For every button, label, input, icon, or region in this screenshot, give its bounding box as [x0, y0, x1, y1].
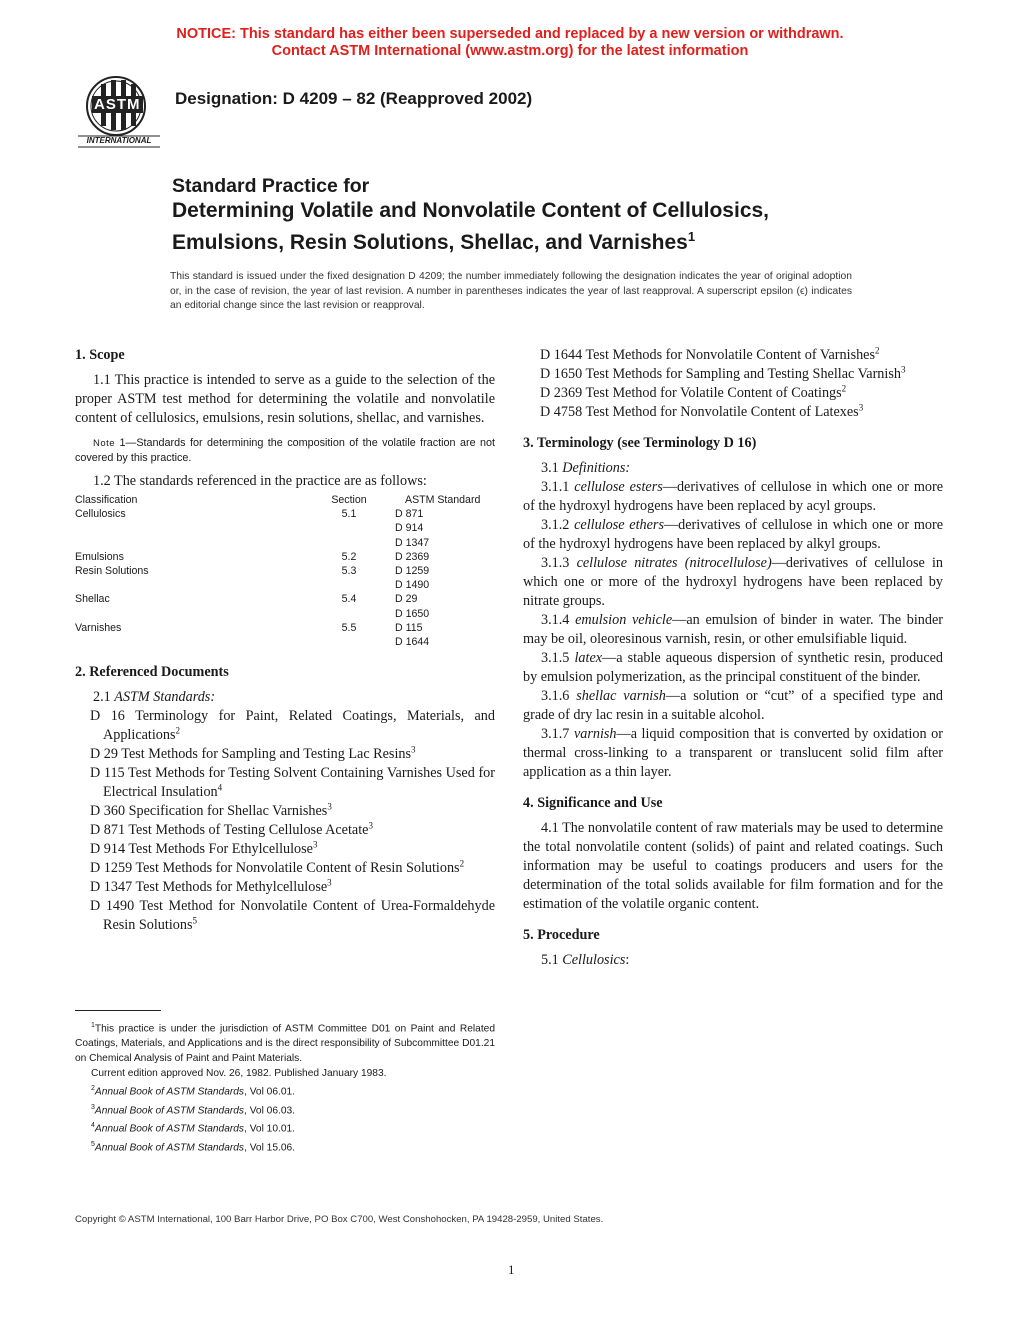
logo-subtext: INTERNATIONAL	[86, 136, 152, 145]
note-number: 1—	[115, 437, 137, 449]
ref-footnote: 4	[217, 782, 223, 793]
ref-text: D 360 Specification for Shellac Varnishes	[90, 803, 328, 820]
definition-number: 3.1.2	[541, 517, 575, 533]
definition-item	[523, 554, 943, 611]
footnote-item	[75, 1081, 495, 1099]
ref-text: D 29 Test Methods for Sampling and Testing Lac Resins	[90, 746, 412, 763]
scope-heading: 1. Scope	[75, 347, 125, 363]
definition-number: 3.1.7	[541, 726, 574, 742]
footnote-1	[75, 1018, 495, 1066]
footnote-1b: Current edition approved Nov. 26, 1982. Published January 1983.	[91, 1068, 387, 1080]
subsection-number: 3.1	[541, 460, 563, 476]
ref-text: D 1490 Test Method for Nonvolatile Content of Urea-Formaldehyde Resin Solutions	[90, 898, 495, 934]
withdrawal-notice	[0, 26, 1020, 60]
definition-number: 3.1.6	[541, 688, 577, 704]
list-item	[540, 346, 943, 365]
table-cell: Emulsions	[75, 550, 124, 563]
ref-text: D 4758 Test Method for Nonvolatile Content of Latexes	[540, 404, 859, 420]
footnote-item	[75, 1118, 495, 1136]
right-column	[523, 346, 943, 970]
ref-footnote: 3	[858, 402, 864, 413]
ref-footnote: 2	[841, 383, 847, 394]
table-header-row	[75, 493, 495, 507]
ref-text: D 914 Test Methods For Ethylcellulose	[90, 841, 313, 858]
significance-paragraph: 4.1 The nonvolatile content of raw materials may be used to determine the total nonvolatile content (solids) of paint and related coatings. Such information may be useful to coatings producers and users for the determination of the total solids available for film formation and for the estimation of the volatile organic content.	[523, 820, 943, 912]
subsection-title: Definitions:	[562, 460, 631, 476]
ref-footnote: 5	[192, 915, 197, 926]
definition-term: cellulose esters	[574, 479, 663, 495]
ref-text: D 1644 Test Methods for Nonvolatile Content of Varnishes	[540, 347, 876, 363]
footnote-marker: 2	[91, 1085, 95, 1093]
footnote-marker: 5	[91, 1140, 95, 1148]
astm-standards-subheading	[75, 688, 495, 707]
list-item	[90, 840, 495, 859]
table-cell: Shellac	[75, 593, 110, 606]
ref-text: D 1347 Test Methods for Methylcellulose	[90, 879, 328, 896]
table-row	[75, 635, 495, 649]
referenced-list-right	[540, 346, 943, 422]
list-item	[90, 859, 495, 878]
ref-text: D 871 Test Methods of Testing Cellulose Acetate	[90, 822, 369, 839]
notice-line-2: Contact ASTM International (www.astm.org) for the latest information	[271, 43, 749, 59]
table-cell	[303, 521, 395, 535]
table-cell: D 1650	[395, 607, 430, 620]
table-header: Section	[331, 494, 367, 506]
table-cell	[75, 578, 303, 592]
table-cell: 5.4	[341, 593, 357, 606]
copyright-line: Copyright © ASTM International, 100 Barr Harbor Drive, PO Box C700, West Conshohocken, PA 19428-2959, United States.	[75, 1214, 604, 1225]
table-row	[75, 521, 495, 535]
ref-text: D 1650 Test Methods for Sampling and Testing Shellac Varnish	[540, 366, 901, 382]
list-item	[90, 707, 495, 745]
table-cell: Resin Solutions	[75, 565, 149, 578]
page-title	[172, 198, 872, 256]
footnote-marker: 1	[91, 1022, 95, 1029]
definition-number: 3.1.4	[541, 612, 576, 628]
footnote-item	[75, 1100, 495, 1118]
table-cell: D 115	[395, 621, 423, 634]
list-item	[90, 878, 495, 897]
table-row	[75, 621, 495, 635]
ref-text: D 2369 Test Method for Volatile Content of Coatings	[540, 385, 842, 401]
table-cell: 5.2	[341, 550, 357, 563]
astm-logo	[74, 74, 164, 154]
footnote-marker: 4	[91, 1122, 95, 1130]
table-cell: Varnishes	[75, 621, 122, 634]
definition-text: —derivatives of cellulose in which one or more of the hydroxyl hydrogens have been replaced by alkyl groups.	[523, 517, 943, 552]
definition-term: cellulose ethers	[574, 517, 664, 533]
table-cell	[303, 635, 395, 649]
table-header: ASTM Standard	[405, 494, 481, 506]
title-main: Determining Volatile and Nonvolatile Content of Cellulosics, Emulsions, Resin Solutions, Shellac, and Varnishes	[172, 199, 770, 254]
significance-heading: 4. Significance and Use	[523, 795, 663, 811]
table-cell	[75, 536, 303, 550]
definition-term: emulsion vehicle	[575, 612, 673, 628]
intro-paragraph: This standard is issued under the fixed designation D 4209; the number immediately following the designation indicates the year of original adoption or, in the case of revision, the year of last revision. A number in parentheses indicates the year of last reapproval. A superscript epsilon (ϵ) indicates an editorial change since the last revision or reapproval.	[170, 271, 852, 312]
table-cell	[303, 536, 395, 550]
footnote-text: This practice is under the jurisdiction of ASTM Committee D01 on Paint and Related Coatings, Materials, and Applications and is the direct responsibility of Subcommittee D01.21 on Chemical Analysis of Paint and Paint Materials.	[75, 1023, 495, 1065]
definition-term: cellulose nitrates (nitrocellulose)	[576, 555, 772, 571]
ref-footnote: 3	[411, 744, 416, 755]
designation: Designation: D 4209 – 82 (Reapproved 2002)	[175, 89, 533, 108]
definition-item	[523, 687, 943, 725]
footnote-volume: , Vol 10.01.	[244, 1123, 296, 1135]
footnotes	[75, 1018, 495, 1155]
definition-number: 3.1.3	[541, 555, 577, 571]
list-item	[540, 403, 943, 422]
definition-text: —an emulsion of binder in water. The binder may be oil, oleoresinous varnish, resin, or other emulsifiable liquid.	[523, 612, 944, 647]
list-item	[540, 384, 943, 403]
definition-item	[523, 478, 943, 516]
definition-item	[523, 649, 943, 687]
ref-footnote: 2	[459, 858, 465, 869]
definition-term: shellac varnish	[576, 688, 666, 704]
table-row	[75, 592, 495, 606]
table-cell: Cellulosics	[75, 508, 126, 521]
ref-footnote: 3	[368, 820, 373, 831]
scope-paragraph-1: 1.1 This practice is intended to serve as a guide to the selection of the proper ASTM test method for determining the volatile and nonvolatile content of cellulosics, emulsions, resin solutions, shellac, and varnishes.	[75, 372, 495, 426]
footnote-marker: 3	[91, 1103, 95, 1111]
list-item	[540, 365, 943, 384]
logo-text: ASTM	[94, 96, 141, 113]
table-cell: D 871	[395, 508, 424, 521]
table-cell	[303, 607, 395, 621]
definition-text: —derivatives of cellulose in which one or more of the hydroxyl hydrogens have been replaced by nitrate groups.	[523, 555, 944, 609]
table-cell: 5.5	[341, 621, 357, 634]
table-cell: D 1347	[395, 536, 430, 549]
ref-footnote: 2	[875, 345, 880, 356]
definition-item	[523, 611, 943, 649]
title-prefix: Standard Practice for	[172, 175, 370, 197]
table-cell	[75, 607, 303, 621]
table-row	[75, 607, 495, 621]
referenced-list-left	[90, 707, 495, 935]
table-row	[75, 536, 495, 550]
footnote-volume: , Vol 15.06.	[244, 1141, 296, 1153]
scope-paragraph-2: 1.2 The standards referenced in the practice are as follows:	[93, 473, 427, 489]
footnote-book: Annual Book of ASTM Standards	[94, 1105, 245, 1117]
subsection-title: ASTM Standards:	[114, 689, 216, 706]
left-column	[75, 346, 495, 935]
table-cell: D 1259	[395, 565, 430, 578]
ref-text: D 16 Terminology for Paint, Related Coatings, Materials, and Applications	[90, 708, 495, 744]
table-row	[75, 507, 495, 521]
note-text: Standards for determining the composition of the volatile fraction are not covered by this practice.	[75, 437, 495, 464]
list-item	[90, 897, 495, 935]
list-item	[90, 745, 495, 764]
table-row	[75, 578, 495, 592]
footnote-volume: , Vol 06.03.	[244, 1105, 296, 1117]
table-cell	[303, 578, 395, 592]
definition-text: —a liquid composition that is converted by oxidation or thermal cross-linking to a transparent or translucent solid film after application as a thin layer.	[523, 726, 943, 780]
notice-line-1: NOTICE: This standard has either been superseded and replaced by a new version or withdrawn.	[176, 26, 844, 42]
definitions-subheading	[523, 459, 943, 478]
table-header: Classification	[75, 494, 138, 506]
definition-text: —a stable aqueous dispersion of synthetic resin, produced by emulsion polymerization, as the principal constituent of the binder.	[523, 650, 944, 685]
classification-table	[75, 493, 495, 649]
scope-note	[75, 436, 495, 466]
table-row	[75, 564, 495, 578]
definition-text: —a solution or “cut” of a specified type and grade of dry lac resin in a suitable alcohol.	[523, 688, 944, 723]
subsection-colon: :	[625, 952, 630, 968]
cellulosics-subheading	[523, 951, 943, 970]
definition-item	[523, 725, 943, 782]
table-cell: 5.3	[341, 565, 357, 578]
procedure-heading: 5. Procedure	[523, 927, 600, 943]
ref-footnote: 3	[900, 364, 906, 375]
subsection-number: 5.1	[541, 952, 563, 968]
definition-term: latex	[574, 650, 603, 666]
definition-item	[523, 516, 943, 554]
table-cell: D 1490	[395, 579, 430, 592]
list-item	[90, 802, 495, 821]
definition-number: 3.1.5	[541, 650, 575, 666]
footnote-volume: , Vol 06.01.	[244, 1086, 296, 1098]
footnote-divider	[75, 1010, 161, 1011]
page-number: 1	[508, 1262, 515, 1277]
list-item	[90, 821, 495, 840]
ref-text: D 1259 Test Methods for Nonvolatile Content of Resin Solutions	[90, 860, 460, 877]
table-cell: D 914	[395, 522, 424, 535]
table-cell: D 2369	[395, 550, 430, 563]
footnote-book: Annual Book of ASTM Standards	[94, 1141, 245, 1153]
ref-footnote: 3	[327, 877, 332, 888]
definition-text: —derivatives of cellulose in which one or more of the hydroxyl hydrogens have been replaced by acyl groups.	[523, 479, 944, 514]
table-cell	[75, 635, 303, 649]
table-cell: 5.1	[341, 508, 357, 521]
note-label: Note	[93, 438, 116, 449]
footnote-book: Annual Book of ASTM Standards	[94, 1086, 245, 1098]
table-cell	[75, 521, 303, 535]
subsection-title: Cellulosics	[562, 952, 626, 968]
table-cell: D 29	[395, 593, 418, 606]
subsection-number: 2.1	[93, 689, 115, 706]
definition-term: varnish	[573, 726, 617, 742]
table-row	[75, 550, 495, 564]
referenced-documents-heading: 2. Referenced Documents	[75, 664, 229, 681]
terminology-heading: 3. Terminology (see Terminology D 16)	[523, 435, 757, 451]
ref-footnote: 3	[312, 839, 318, 850]
definition-number: 3.1.1	[541, 479, 575, 495]
table-cell: D 1644	[395, 636, 430, 649]
title-footnote-ref: 1	[687, 229, 696, 244]
ref-text: D 115 Test Methods for Testing Solvent Containing Varnishes Used for Electrical Insulation	[90, 765, 495, 801]
ref-footnote: 2	[175, 725, 181, 736]
footnote-book: Annual Book of ASTM Standards	[94, 1123, 245, 1135]
ref-footnote: 3	[327, 801, 332, 812]
list-item	[90, 764, 495, 802]
footnote-item	[75, 1137, 495, 1155]
